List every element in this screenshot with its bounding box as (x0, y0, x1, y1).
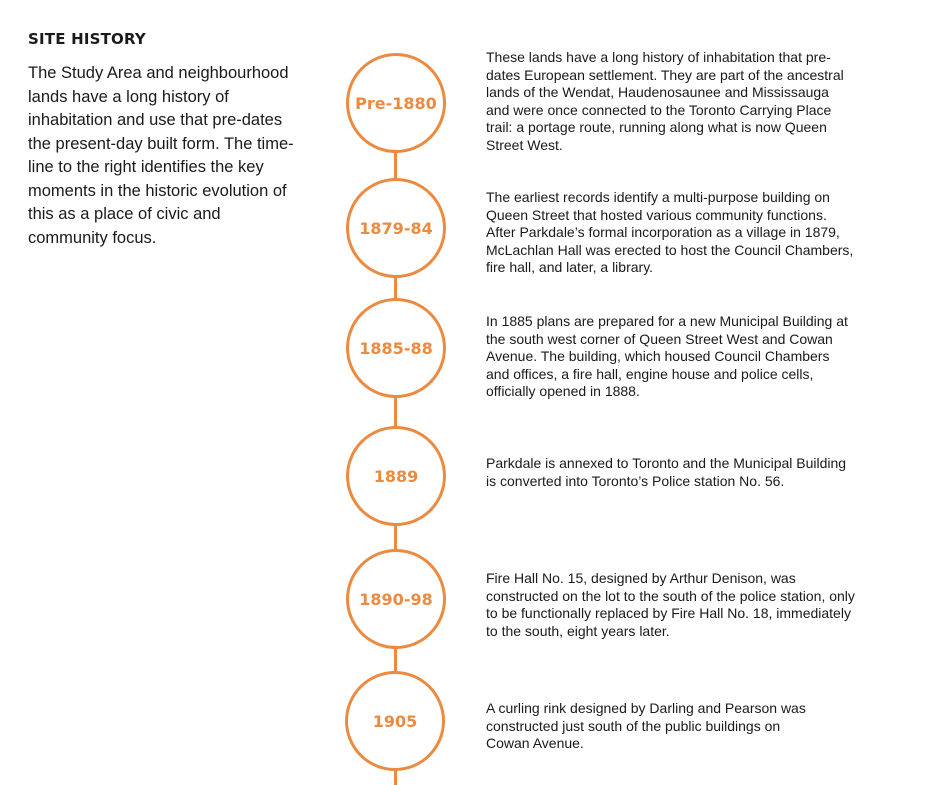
timeline-node-label: 1885-88 (359, 338, 433, 358)
timeline-node-pre-1880 (346, 53, 446, 153)
timeline-event-text: In 1885 plans are prepared for a new Municipal Building at the south west corner of Queen Street West and Cowan Avenue. The building, which housed Council Chambers and offices, a fire hall, engine house and police cells, officially opened in 1888. (486, 313, 848, 400)
timeline-event-text: Fire Hall No. 15, designed by Arthur Denison, was constructed on the lot to the south of the police station, only to be functionally replaced by Fire Hall No. 18, immediately to the south, eight years later. (486, 570, 855, 639)
timeline-node-1889 (346, 426, 446, 526)
timeline-node-label: 1905 (372, 711, 418, 731)
timeline-node-label: Pre-1880 (355, 93, 437, 113)
timeline-event-text: The earliest records identify a multi-purpose building on Queen Street that hosted various community functions. After Parkdale’s formal incorporation as a village in 1879, McLachlan Hall was erected to host the Council Chambers, fire hall, and later, a library. (486, 189, 854, 276)
timeline-event-text: Parkdale is annexed to Toronto and the Municipal Building is converted into Toronto’s Police station No. 56. (486, 455, 847, 489)
timeline-node-1885-88 (346, 298, 446, 398)
section-title: SITE HISTORY (28, 30, 146, 48)
timeline-node-label: 1890-98 (359, 589, 433, 609)
timeline-node-label: 1889 (373, 466, 419, 486)
timeline-node-1890-98 (346, 549, 446, 649)
timeline-node-1905 (345, 671, 445, 771)
timeline-node-label: 1879-84 (359, 218, 433, 238)
timeline-event-text: These lands have a long history of inhabitation that pre-dates European settlement. They are part of the ancestral lands of the Wendat, Haudenosaunee and Mississauga and were once connected to the Toronto Carrying Place trail: a portage route, running along what is now Queen Street West. (486, 49, 844, 153)
intro-paragraph: The Study Area and neighbourhood lands have a long history of inhabitation and use that pre-dates the present-day built form. The time-line to the right identifies the key moments in the historic evolution of this as a place of civic and community focus. (28, 64, 294, 247)
timeline-event-text: A curling rink designed by Darling and Pearson was constructed just south of the public buildings on Cowan Avenue. (486, 700, 806, 752)
timeline-node-1879-84 (346, 178, 446, 278)
